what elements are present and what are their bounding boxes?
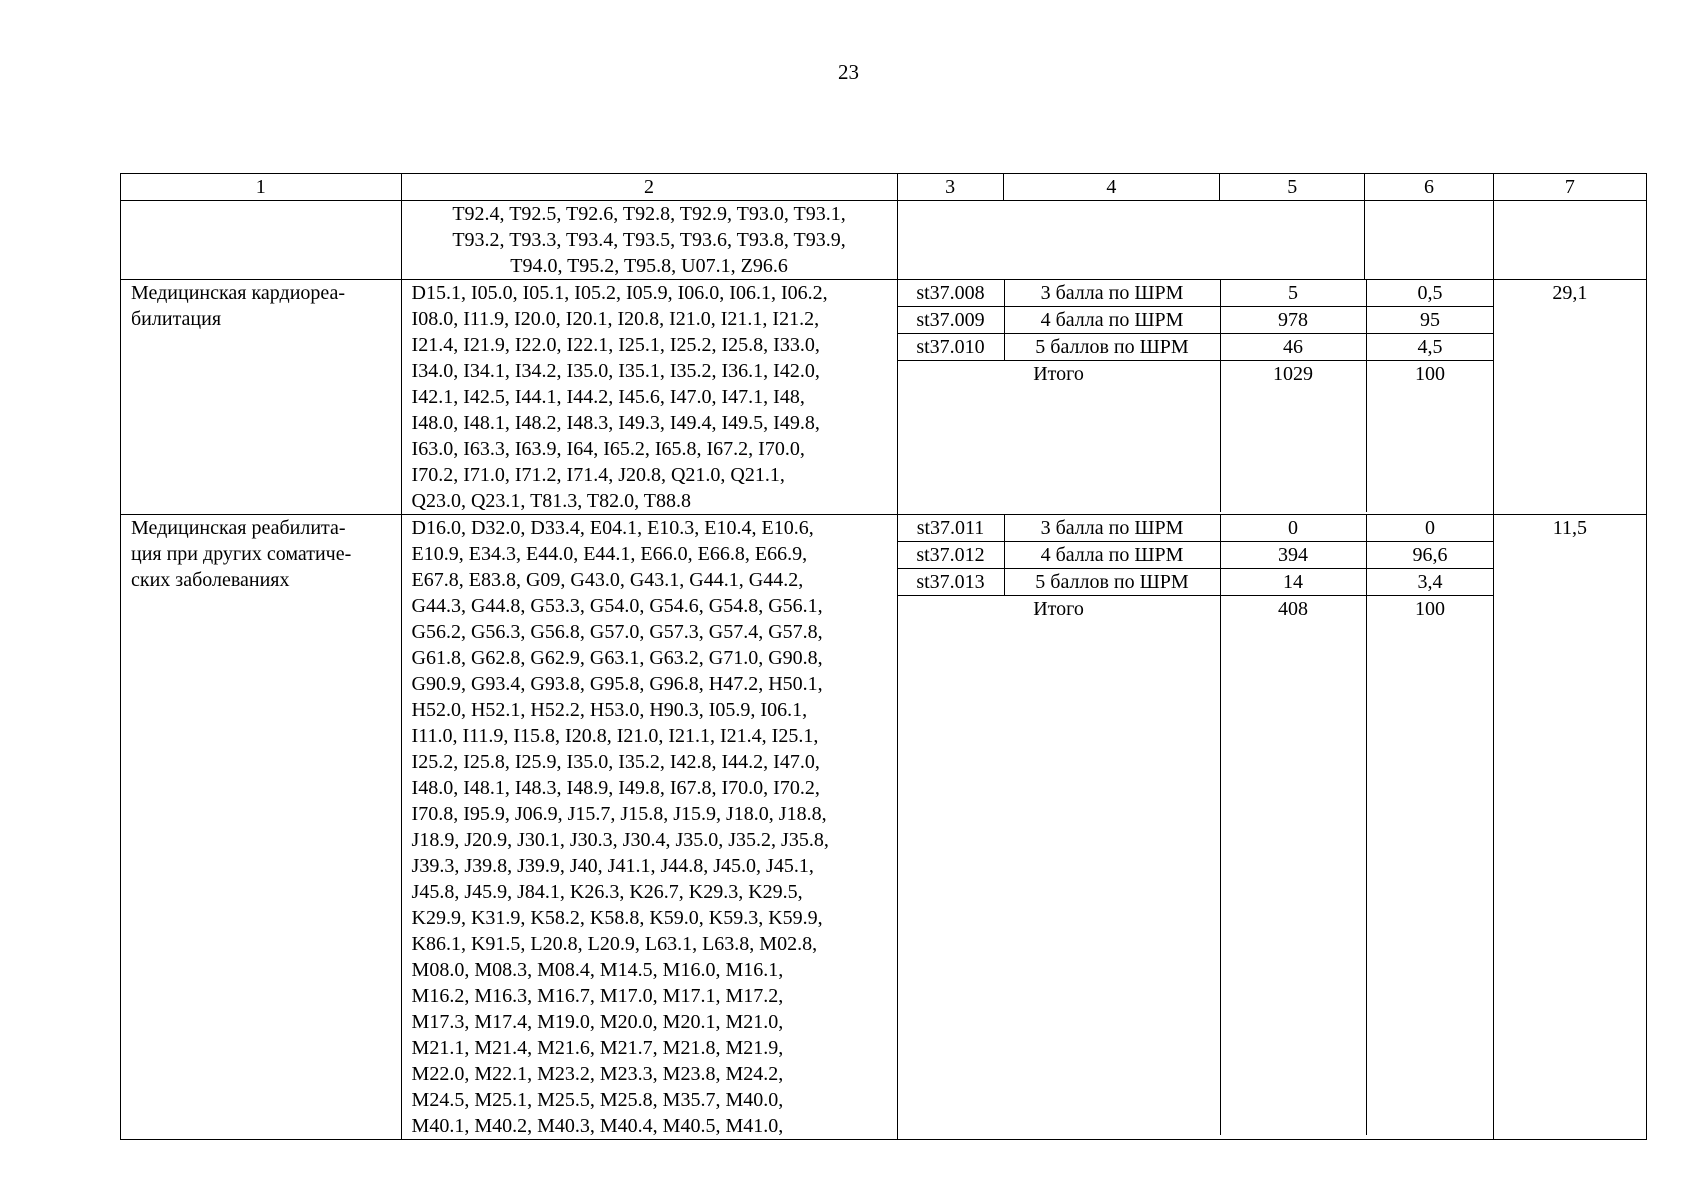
column-header: 3	[897, 174, 1003, 201]
header-row	[121, 174, 1647, 201]
diagnosis-codes: T92.4, T92.5, T92.6, T92.8, T92.9, T93.0, T93.1, T93.2, T93.3, T93.4, T93.5, T93.6, T93.8, T93.9, T94.0, T95.2, T95.8, U07.1, Z96.6	[401, 201, 897, 280]
subgroup-count: 394	[1220, 542, 1366, 569]
subgroup-count: 46	[1220, 334, 1366, 361]
subgroup-code: st37.011	[898, 515, 1005, 542]
subgroup-pct: 0,5	[1366, 280, 1494, 307]
subgroup-row	[898, 542, 1494, 569]
subgroup-count: 0	[1220, 515, 1366, 542]
column-header: 4	[1003, 174, 1219, 201]
table-row	[121, 201, 1647, 280]
total-count: 1029	[1220, 361, 1366, 388]
subgroup-row	[898, 280, 1494, 307]
empty-cell	[1220, 387, 1366, 512]
total-row	[898, 596, 1494, 623]
subgroup-code: st37.009	[898, 307, 1005, 334]
subgroup-block	[897, 280, 1493, 515]
subgroup-count: 5	[1220, 280, 1366, 307]
row-name	[121, 201, 402, 280]
subgroup-desc: 5 баллов по ШРМ	[1004, 569, 1220, 596]
share-value: 11,5	[1493, 515, 1646, 1140]
total-pct: 100	[1415, 363, 1446, 385]
share-value	[1493, 201, 1646, 280]
share-value: 29,1	[1493, 280, 1646, 515]
subgroup-block	[897, 515, 1493, 1140]
row-name: Медицинская кардиореа- билитация	[121, 280, 402, 515]
subgroup-desc: 3 балла по ШРМ	[1004, 515, 1220, 542]
subgroup-row	[898, 307, 1494, 334]
empty-cell	[897, 201, 1365, 280]
column-header: 5	[1220, 174, 1365, 201]
subgroup-code: st37.008	[898, 280, 1005, 307]
subgroup-row	[898, 569, 1494, 596]
total-label: Итого	[898, 361, 1221, 388]
subgroup-pct: 96,6	[1366, 542, 1494, 569]
table-row	[121, 515, 1647, 1140]
empty-cell	[898, 387, 1221, 512]
subgroup-desc: 4 балла по ШРМ	[1004, 542, 1220, 569]
subgroup-pct: 95	[1366, 307, 1494, 334]
total-count: 408	[1220, 596, 1366, 623]
page-number: 23	[838, 60, 859, 84]
subgroup-table	[898, 515, 1494, 1135]
column-header: 7	[1493, 174, 1646, 201]
subgroup-count: 978	[1220, 307, 1366, 334]
empty-cell	[1366, 387, 1494, 512]
subgroup-row	[898, 334, 1494, 361]
column-header: 6	[1365, 174, 1493, 201]
column-header: 1	[121, 174, 402, 201]
total-row	[898, 361, 1494, 388]
subgroup-desc: 3 балла по ШРМ	[1004, 280, 1220, 307]
diagnosis-codes: D16.0, D32.0, D33.4, E04.1, E10.3, E10.4, E10.6, E10.9, E34.3, E44.0, E44.1, E66.0, E66.8, E66.9, E67.8, E83.8, G09, G43.0, G43.1, G44.1, G44.2, G44.3, G44.8, G53.3, G54.0, G54.6, G54.8, G56.1, G56.2, G56.3, G56.8, G57.0, G57.3, G57.4, G57.8, G61.8, G62.8, G62.9, G63.1, G63.2, G71.0, G90.8, G90.9, G93.4, G93.8, G95.8, G96.8, H47.2, H50.1, H52.0, H52.1, H52.2, H53.0, H90.3, I05.9, I06.1, I11.0, I11.9, I15.8, I20.8, I21.0, I21.1, I21.4, I25.1, I25.2, I25.8, I25.9, I35.0, I35.2, I42.8, I44.2, I47.0, I48.0, I48.1, I48.3, I48.9, I49.8, I67.8, I70.0, I70.2, I70.8, I95.9, J06.9, J15.7, J15.8, J15.9, J18.0, J18.8, J18.9, J20.9, J30.1, J30.3, J30.4, J35.0, J35.2, J35.8, J39.3, J39.8, J39.9, J40, J41.1, J44.8, J45.0, J45.1, J45.8, J45.9, J84.1, K26.3, K26.7, K29.3, K29.5, K29.9, K31.9, K58.2, K58.8, K59.0, K59.3, K59.9, K86.1, K91.5, L20.8, L20.9, L63.1, L63.8, M02.8, M08.0, M08.3, M08.4, M14.5, M16.0, M16.1, M16.2, M16.3, M16.7, M17.0, M17.1, M17.2, M17.3, M17.4, M19.0, M20.0, M20.1, M21.0, M21.1, M21.4, M21.6, M21.7, M21.8, M21.9, M22.0, M22.1, M23.2, M23.3, M23.8, M24.2, M24.5, M25.1, M25.5, M25.8, M35.7, M40.0, M40.1, M40.2, M40.3, M40.4, M40.5, M41.0,	[401, 515, 897, 1140]
subgroup-code: st37.013	[898, 569, 1005, 596]
subgroup-pct: 0	[1366, 515, 1494, 542]
empty-cell	[898, 622, 1221, 1135]
subgroup-pct: 4,5	[1366, 334, 1494, 361]
subgroup-row	[898, 515, 1494, 542]
row-name: Медицинская реабилита- ция при других соматиче- ских заболеваниях	[121, 515, 402, 1140]
diagnosis-codes: D15.1, I05.0, I05.1, I05.2, I05.9, I06.0, I06.1, I06.2, I08.0, I11.9, I20.0, I20.1, I20.8, I21.0, I21.1, I21.2, I21.4, I21.9, I22.0, I22.1, I25.1, I25.2, I25.8, I33.0, I34.0, I34.1, I34.2, I35.0, I35.1, I35.2, I36.1, I42.0, I42.1, I42.5, I44.1, I44.2, I45.6, I47.0, I47.1, I48, I48.0, I48.1, I48.2, I48.3, I49.3, I49.4, I49.5, I49.8, I63.0, I63.3, I63.9, I64, I65.2, I65.8, I67.2, I70.0, I70.2, I71.0, I71.2, I71.4, J20.8, Q21.0, Q21.1, Q23.0, Q23.1, T81.3, T82.0, T88.8	[401, 280, 897, 515]
subgroup-count: 14	[1220, 569, 1366, 596]
empty-cell	[1365, 201, 1493, 280]
subgroup-desc: 4 балла по ШРМ	[1004, 307, 1220, 334]
table-row	[121, 280, 1647, 515]
subgroup-code: st37.012	[898, 542, 1005, 569]
filler-row	[898, 622, 1494, 1135]
subgroup-table	[898, 280, 1494, 512]
total-label: Итого	[898, 596, 1221, 623]
subgroup-pct: 3,4	[1366, 569, 1494, 596]
data-table	[120, 173, 1647, 1140]
column-header: 2	[401, 174, 897, 201]
empty-cell	[1220, 622, 1366, 1135]
total-pct: 100	[1415, 598, 1446, 620]
subgroup-code: st37.010	[898, 334, 1005, 361]
filler-row	[898, 387, 1494, 512]
empty-cell	[1366, 622, 1494, 1135]
subgroup-desc: 5 баллов по ШРМ	[1004, 334, 1220, 361]
